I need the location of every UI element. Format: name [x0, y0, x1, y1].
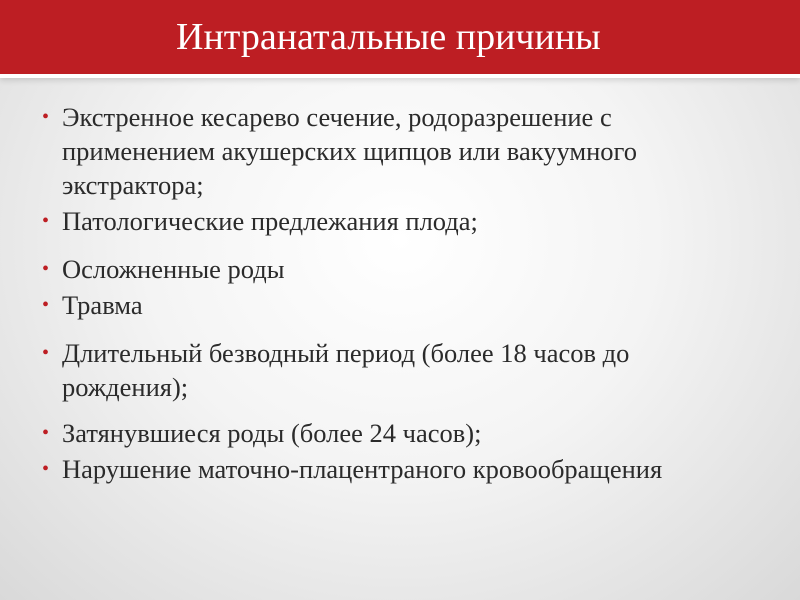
bullet-item [42, 288, 762, 322]
title-bar [0, 0, 800, 78]
bullet-item [42, 336, 762, 404]
bullet-icon: • [42, 294, 50, 316]
bullet-item [42, 452, 762, 486]
bullet-item [42, 252, 762, 286]
bullet-text: Экстренное кесарево сечение, родоразрешение с применением акушерских щипцов или вакуумного экстрактора; [62, 102, 638, 200]
bullet-item [42, 100, 762, 202]
bullet-text: Длительный безводный период (более 18 часов до рождения); [62, 338, 630, 402]
bullet-icon: • [42, 210, 50, 232]
bullet-text: Травма [62, 290, 143, 320]
bullet-item [42, 416, 762, 450]
bullet-icon: • [42, 258, 50, 280]
bullet-icon: • [42, 422, 50, 444]
slide-title: Интранатальные причины [176, 16, 601, 58]
bullet-list [42, 100, 762, 486]
bullet-text: Затянувшиеся роды (более 24 часов); [62, 418, 482, 448]
bullet-icon: • [42, 106, 50, 128]
bullet-text: Осложненные роды [62, 254, 285, 284]
bullet-text: Патологические предлежания плода; [62, 206, 478, 236]
bullet-icon: • [42, 342, 50, 364]
bullet-text: Нарушение маточно-плацентраного кровообращения [62, 454, 663, 484]
bullet-item [42, 204, 762, 238]
bullet-icon: • [42, 458, 50, 480]
